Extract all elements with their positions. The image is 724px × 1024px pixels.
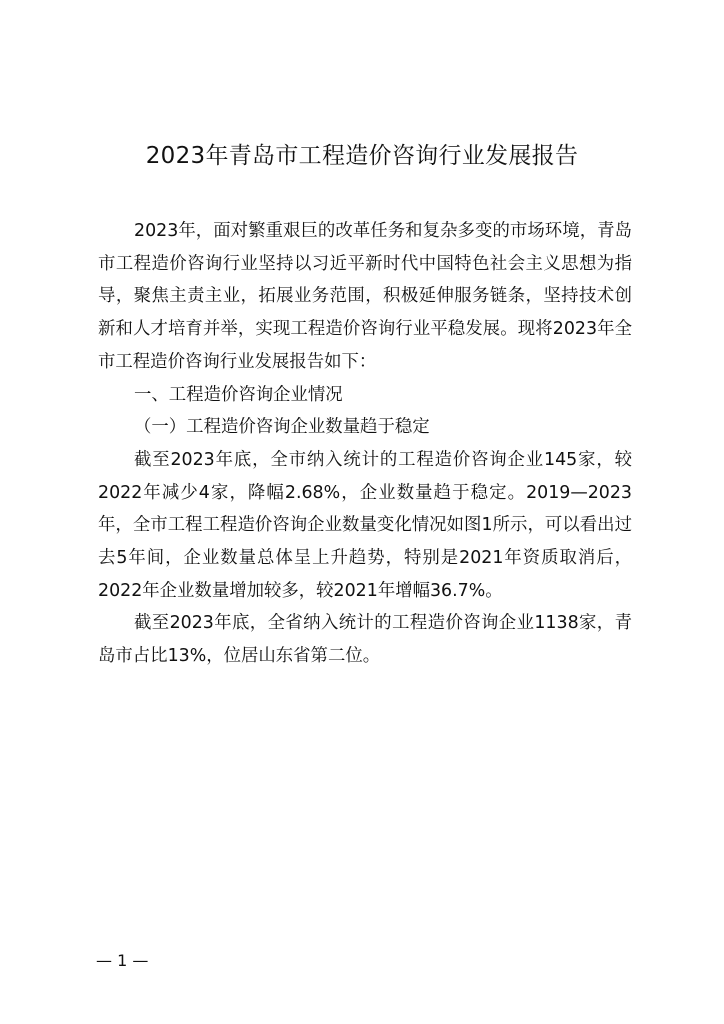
section-heading: 一、工程造价咨询企业情况: [134, 384, 343, 405]
province-share-paragraph: 截至2023年底，全省纳入统计的工程造价咨询企业1138家，青岛市占比13%，位居山东省第二位。: [98, 613, 632, 667]
document-body: [98, 215, 632, 673]
document-title: 2023年青岛市工程造价咨询行业发展报告: [145, 143, 579, 169]
page-number: — 1 —: [96, 951, 149, 970]
subsection-heading: （一）工程造价咨询企业数量趋于稳定: [134, 417, 430, 438]
intro-paragraph: 2023年，面对繁重艰巨的改革任务和复杂多变的市场环境，青岛市工程造价咨询行业坚持以习近平新时代中国特色社会主义思想为指导，聚焦主责主业，拓展业务范围，积极延伸服务链条，坚持技术创新和人才培育并举，实现工程造价咨询行业平稳发展。现将2023年全市工程造价咨询行业发展报告如下：: [98, 221, 632, 372]
enterprise-count-paragraph: 截至2023年底，全市纳入统计的工程造价咨询企业145家，较2022年减少4家，降幅2.68%，企业数量趋于稳定。2019—2023年，全市工程工程造价咨询企业数量变化情况如图1所示，可以看出过去5年间，企业数量总体呈上升趋势，特别是2021年资质取消后，2022年企业数量增加较多，较2021年增幅36.7%。: [98, 449, 632, 601]
